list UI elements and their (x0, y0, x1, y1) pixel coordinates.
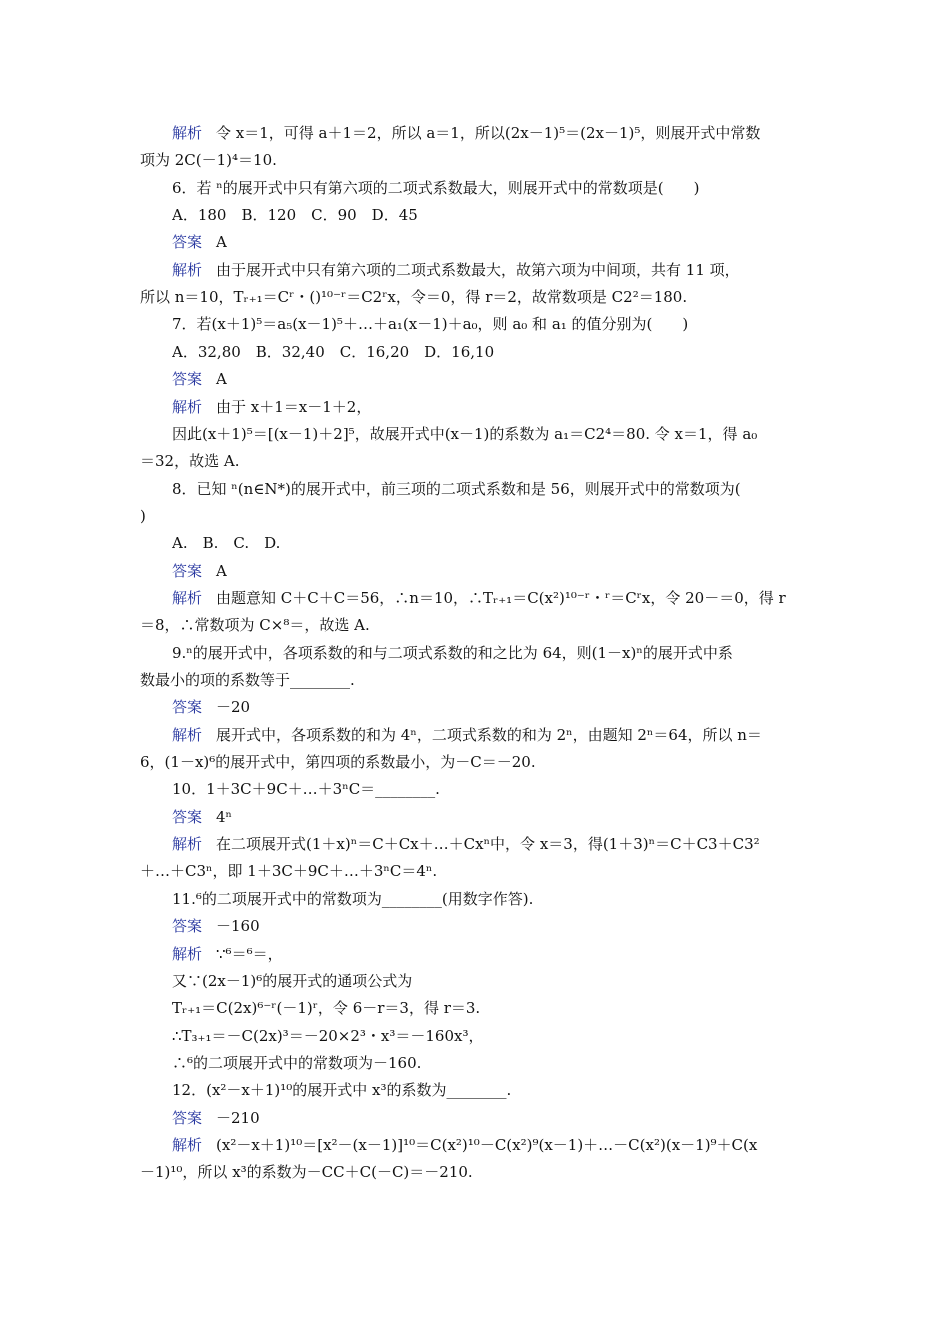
answer-label: 答案 (172, 1108, 203, 1127)
analysis-label: 解析 (172, 397, 203, 416)
line-text: 展开式中，各项系数的和为 4ⁿ，二项式系数的和为 2ⁿ，由题知 2ⁿ＝64，所以 n＝ (216, 725, 762, 744)
line-text: A．32,80 B．32,40 C．16,20 D．16,10 (172, 342, 495, 361)
line-text: ∵⁶＝⁶＝， (216, 944, 283, 963)
line-text: －1)¹⁰，所以 x³的系数为－CC＋C(－C)＝－210. (140, 1163, 473, 1182)
text-line (172, 310, 812, 338)
line-text: Tᵣ₊₁＝C(2x)⁶⁻ʳ(－1)ʳ，令 6－r＝3，得 r＝3. (172, 999, 481, 1018)
text-line (172, 338, 812, 366)
line-text: 令 x＝1，可得 a＋1＝2，所以 a＝1，所以(2x－1)⁵＝(2x－1)⁵，则展开式中常数 (216, 124, 761, 142)
line-text: ∴⁶的二项展开式中的常数项为－160. (172, 1053, 422, 1072)
answer-label: 答案 (172, 698, 203, 717)
text-line (140, 283, 812, 311)
text-line (172, 967, 812, 995)
analysis-label: 解析 (172, 944, 203, 963)
text-line (172, 420, 812, 448)
text-line (172, 393, 812, 421)
line-text: 由于展开式中只有第六项的二项式系数最大，故第六项为中间项，共有 11 项， (216, 260, 740, 279)
line-text: 又∵(2x－1)⁶的展开式的通项公式为 (172, 971, 413, 990)
text-line (172, 803, 812, 831)
line-text: 11.⁶的二项展开式中的常数项为________(用数字作答). (172, 889, 534, 908)
text-line (172, 1049, 812, 1077)
line-text: 在二项展开式(1＋x)ⁿ＝C＋Cx＋…＋Cxⁿ中，令 x＝3，得(1＋3)ⁿ＝C＋C3＋C3² (216, 835, 760, 854)
answer-label: 答案 (172, 807, 203, 826)
line-text: 所以 n＝10，Tᵣ₊₁＝Cʳ・()¹⁰⁻ʳ＝C2ʳx，令＝0，得 r＝2，故常数项是 C2²＝180. (140, 288, 688, 307)
text-line (172, 693, 812, 721)
text-line (172, 475, 812, 503)
line-text: 10．1＋3C＋9C＋…＋3ⁿC＝________. (172, 780, 440, 799)
line-text: 因此(x＋1)⁵＝[(x－1)＋2]⁵，故展开式中(x－1)的系数为 a₁＝C2⁴＝80. 令 x＝1，得 a₀ (172, 424, 758, 443)
text-line (172, 721, 812, 749)
text-line (172, 639, 812, 667)
line-text: A. B. C. D. (172, 534, 281, 553)
line-text: 12．(x²－x＋1)¹⁰的展开式中 x³的系数为________. (172, 1081, 512, 1100)
text-line (172, 256, 812, 284)
answer-label: 答案 (172, 917, 203, 936)
text-line (140, 447, 812, 475)
text-line (140, 611, 812, 639)
line-text: 4ⁿ (216, 807, 233, 826)
text-line (172, 830, 812, 858)
line-text: (x²－x＋1)¹⁰＝[x²－(x－1)]¹⁰＝C(x²)¹⁰－C(x²)⁹(x－1)＋…－C(x²)(x－1)⁹＋C(x (216, 1135, 758, 1154)
text-line (172, 201, 812, 229)
line-text: A．180 B．120 C．90 D．45 (172, 206, 418, 225)
text-line (172, 1022, 812, 1050)
line-text: 由题意知 C＋C＋C＝56，∴n＝10，∴Tᵣ₊₁＝C(x²)¹⁰⁻ʳ・ʳ＝Cʳx，令 20－＝0，得 r (216, 588, 786, 607)
line-text: A (216, 370, 227, 389)
text-line (172, 1076, 812, 1104)
text-line (172, 1104, 812, 1132)
text-line (172, 584, 812, 612)
text-line (172, 775, 812, 803)
analysis-label: 解析 (172, 835, 203, 854)
line-text: 数最小的项的系数等于________. (140, 671, 355, 689)
line-text: －210 (216, 1108, 260, 1127)
text-line (172, 228, 812, 256)
text-line (172, 529, 812, 557)
line-text: 7．若(x＋1)⁵＝a₅(x－1)⁵＋…＋a₁(x－1)＋a₀，则 a₀ 和 a₁ 的值分别为( ) (172, 315, 689, 334)
answer-label: 答案 (172, 370, 203, 389)
text-line (172, 365, 812, 393)
line-text: 9.ⁿ的展开式中，各项系数的和与二项式系数的和之比为 64，则(1－x)ⁿ的展开式中系 (172, 643, 733, 662)
analysis-label: 解析 (172, 725, 203, 744)
line-text: 项为 2C(－1)⁴＝10. (140, 151, 277, 170)
text-line (140, 748, 812, 776)
line-text: 由于 x＋1＝x－1＋2， (216, 397, 372, 416)
text-line (172, 994, 812, 1022)
text-line (140, 666, 812, 694)
line-text: 8．已知 ⁿ(n∈N*)的展开式中，前三项的二项式系数和是 56，则展开式中的常数项为( (172, 479, 741, 498)
line-text: 6，(1－x)⁶的展开式中，第四项的系数最小，为－C＝－20. (140, 753, 536, 772)
analysis-label: 解析 (172, 1135, 203, 1154)
text-line (172, 912, 812, 940)
line-text: ＝8，∴常数项为 C×⁸＝，故选 A. (140, 616, 370, 635)
text-line (172, 940, 812, 968)
text-line (172, 557, 812, 585)
text-line (140, 1158, 812, 1186)
answer-label: 答案 (172, 561, 203, 580)
line-text: ＋…＋C3ⁿ，即 1＋3C＋9C＋…＋3ⁿC＝4ⁿ. (140, 862, 438, 881)
line-text: －20 (216, 698, 251, 717)
line-text: 6．若 ⁿ的展开式中只有第六项的二项式系数最大，则展开式中的常数项是( ) (172, 178, 700, 197)
text-line (172, 119, 812, 147)
text-line (172, 174, 812, 202)
analysis-label: 解析 (172, 588, 203, 607)
line-text: A (216, 233, 227, 252)
text-line (140, 502, 812, 530)
line-text: ∴T₃₊₁＝－C(2x)³＝－20×2³・x³＝－160x³， (172, 1026, 484, 1045)
text-line (172, 1131, 812, 1159)
line-text: －160 (216, 917, 260, 936)
text-line (140, 857, 812, 885)
text-line (172, 885, 812, 913)
answer-label: 答案 (172, 233, 203, 252)
line-text: A (216, 561, 227, 580)
text-line (140, 146, 812, 174)
analysis-label: 解析 (172, 124, 203, 142)
line-text: ) (140, 506, 146, 525)
analysis-label: 解析 (172, 260, 203, 279)
line-text: ＝32，故选 A. (140, 452, 240, 471)
